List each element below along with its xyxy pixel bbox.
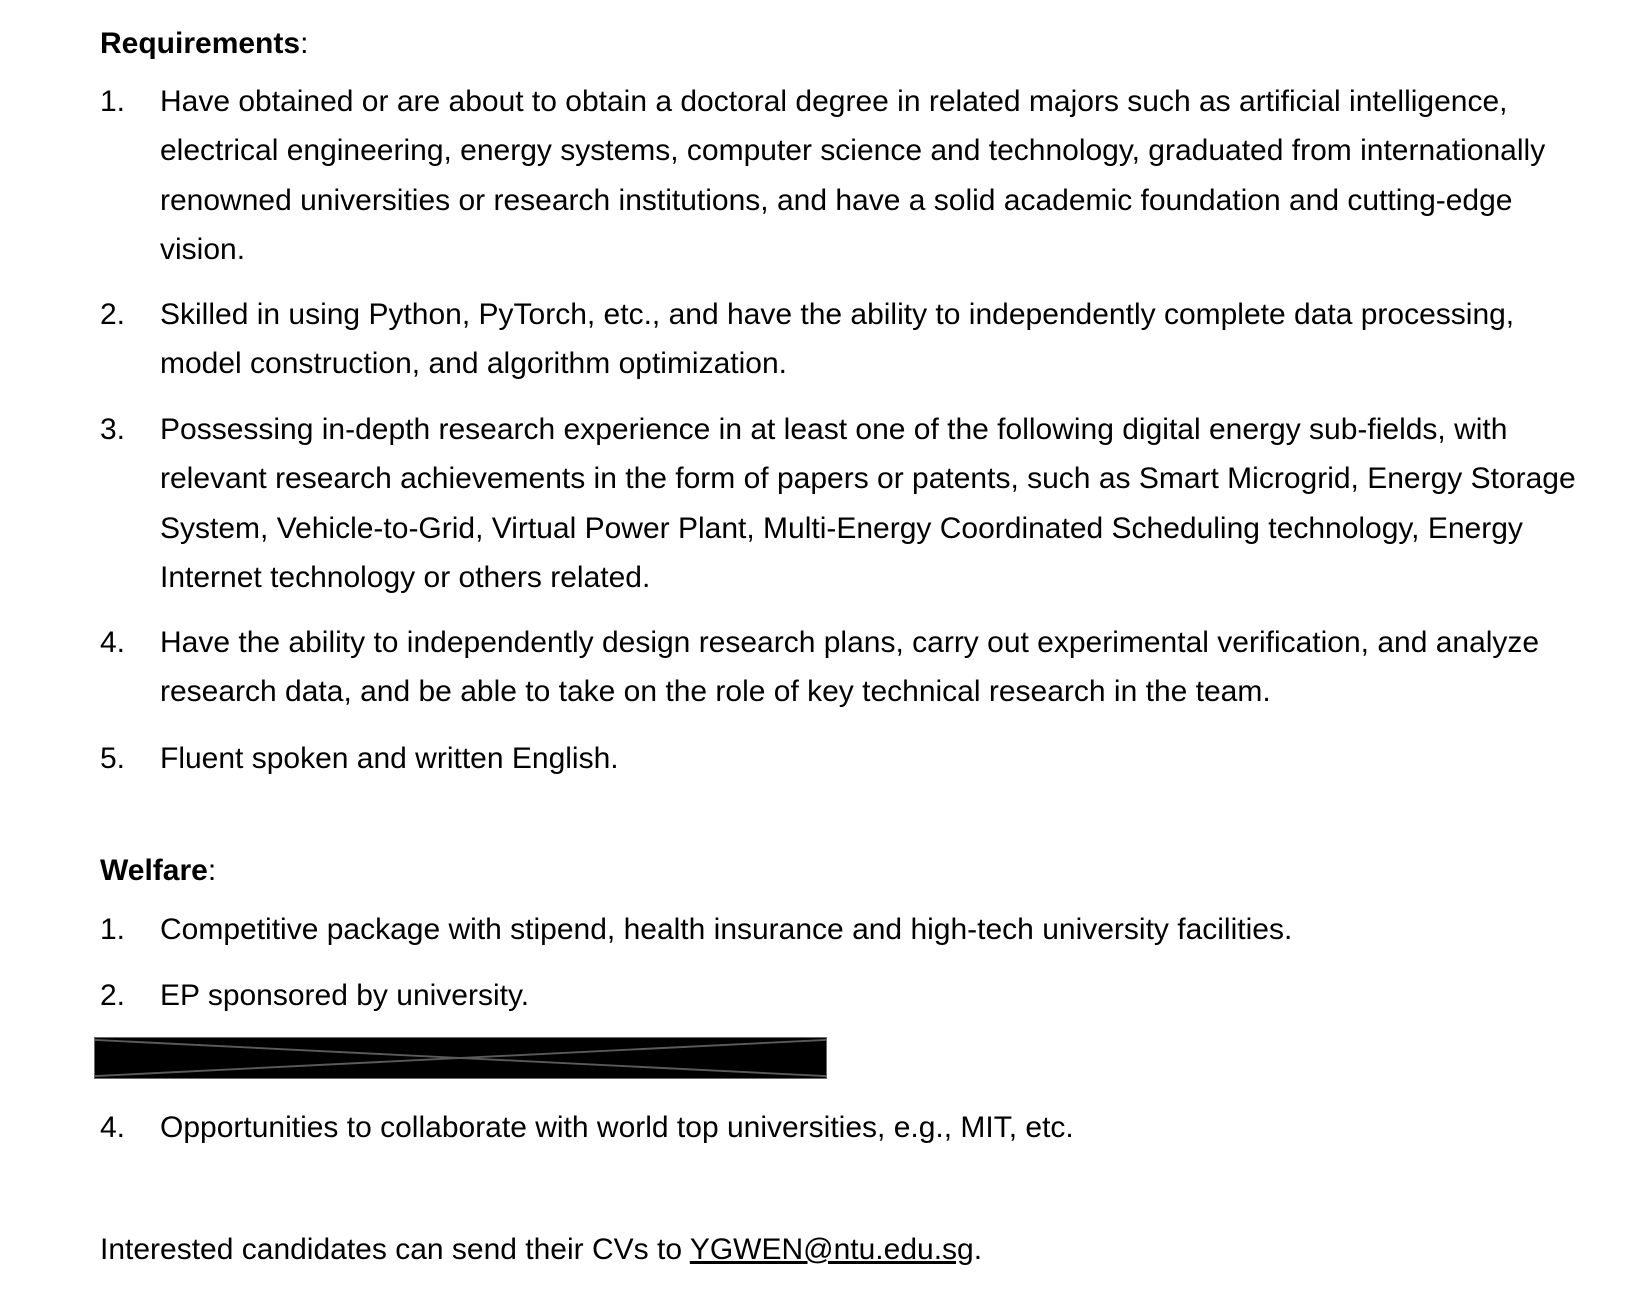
welfare-heading [100,853,216,889]
contact-email-link[interactable]: YGWEN@ntu.edu.sg [689,1233,974,1266]
welfare-item-text: Opportunities to collaborate with world top universities, e.g., MIT, etc. [160,1111,1074,1144]
welfare-item-1 [100,905,1600,954]
requirement-item-number: 3. [100,413,126,446]
requirement-item-text: Fluent spoken and written English. [160,742,619,775]
requirements-heading-label: Requirements [100,27,301,60]
welfare-item-4 [100,1103,1600,1152]
requirement-item-text: Have the ability to independently design research plans, carry out experimental verification, and analyze research data, and be able to take on the role of key technical research in the team. [160,626,1540,709]
requirement-item-2 [100,290,1600,389]
requirements-heading [100,26,308,62]
contact-prefix: Interested candidates can send their CVs to [100,1233,690,1266]
requirement-item-4 [100,618,1600,717]
welfare-item-number: 2. [100,979,126,1012]
contact-suffix: . [973,1233,983,1266]
welfare-heading-label: Welfare [100,854,208,887]
requirement-item-1 [100,77,1600,274]
contact-line [100,1230,982,1270]
welfare-heading-colon: : [207,854,217,887]
welfare-item-2 [100,971,1600,1020]
requirement-item-5 [100,734,1600,783]
requirement-item-number: 1. [100,85,126,118]
requirement-item-number: 5. [100,742,126,775]
welfare-item-number: 4. [100,1111,126,1144]
requirement-item-number: 4. [100,626,126,659]
requirements-heading-colon: : [300,27,309,60]
requirement-item-text: Have obtained or are about to obtain a doctoral degree in related majors such as artificial intelligence, electrical engineering, energy systems, computer science and technology, graduated from internationally renowned universities or research institutions, and have a solid academic foundation and cutting-edge vision. [160,85,1546,266]
welfare-item-text: EP sponsored by university. [160,979,530,1012]
welfare-item-number: 1. [100,913,126,946]
welfare-item-text: Competitive package with stipend, health insurance and high-tech university facilities. [160,913,1293,946]
redaction-cross-icon [95,1038,826,1078]
requirement-item-3 [100,405,1600,602]
requirement-item-number: 2. [100,298,126,331]
requirement-item-text: Skilled in using Python, PyTorch, etc., and have the ability to independently complete data processing, model construction, and algorithm optimization. [160,298,1515,381]
redaction-box [94,1037,827,1079]
requirement-item-text: Possessing in-depth research experience in at least one of the following digital energy sub-fields, with relevant research achievements in the form of papers or patents, such as Smart Microgrid, Energy Storage System, Vehicle-to-Grid, Virtual Power Plant, Multi-Energy Coordinated Scheduling technology, Energy Internet technology or others related. [160,413,1576,594]
